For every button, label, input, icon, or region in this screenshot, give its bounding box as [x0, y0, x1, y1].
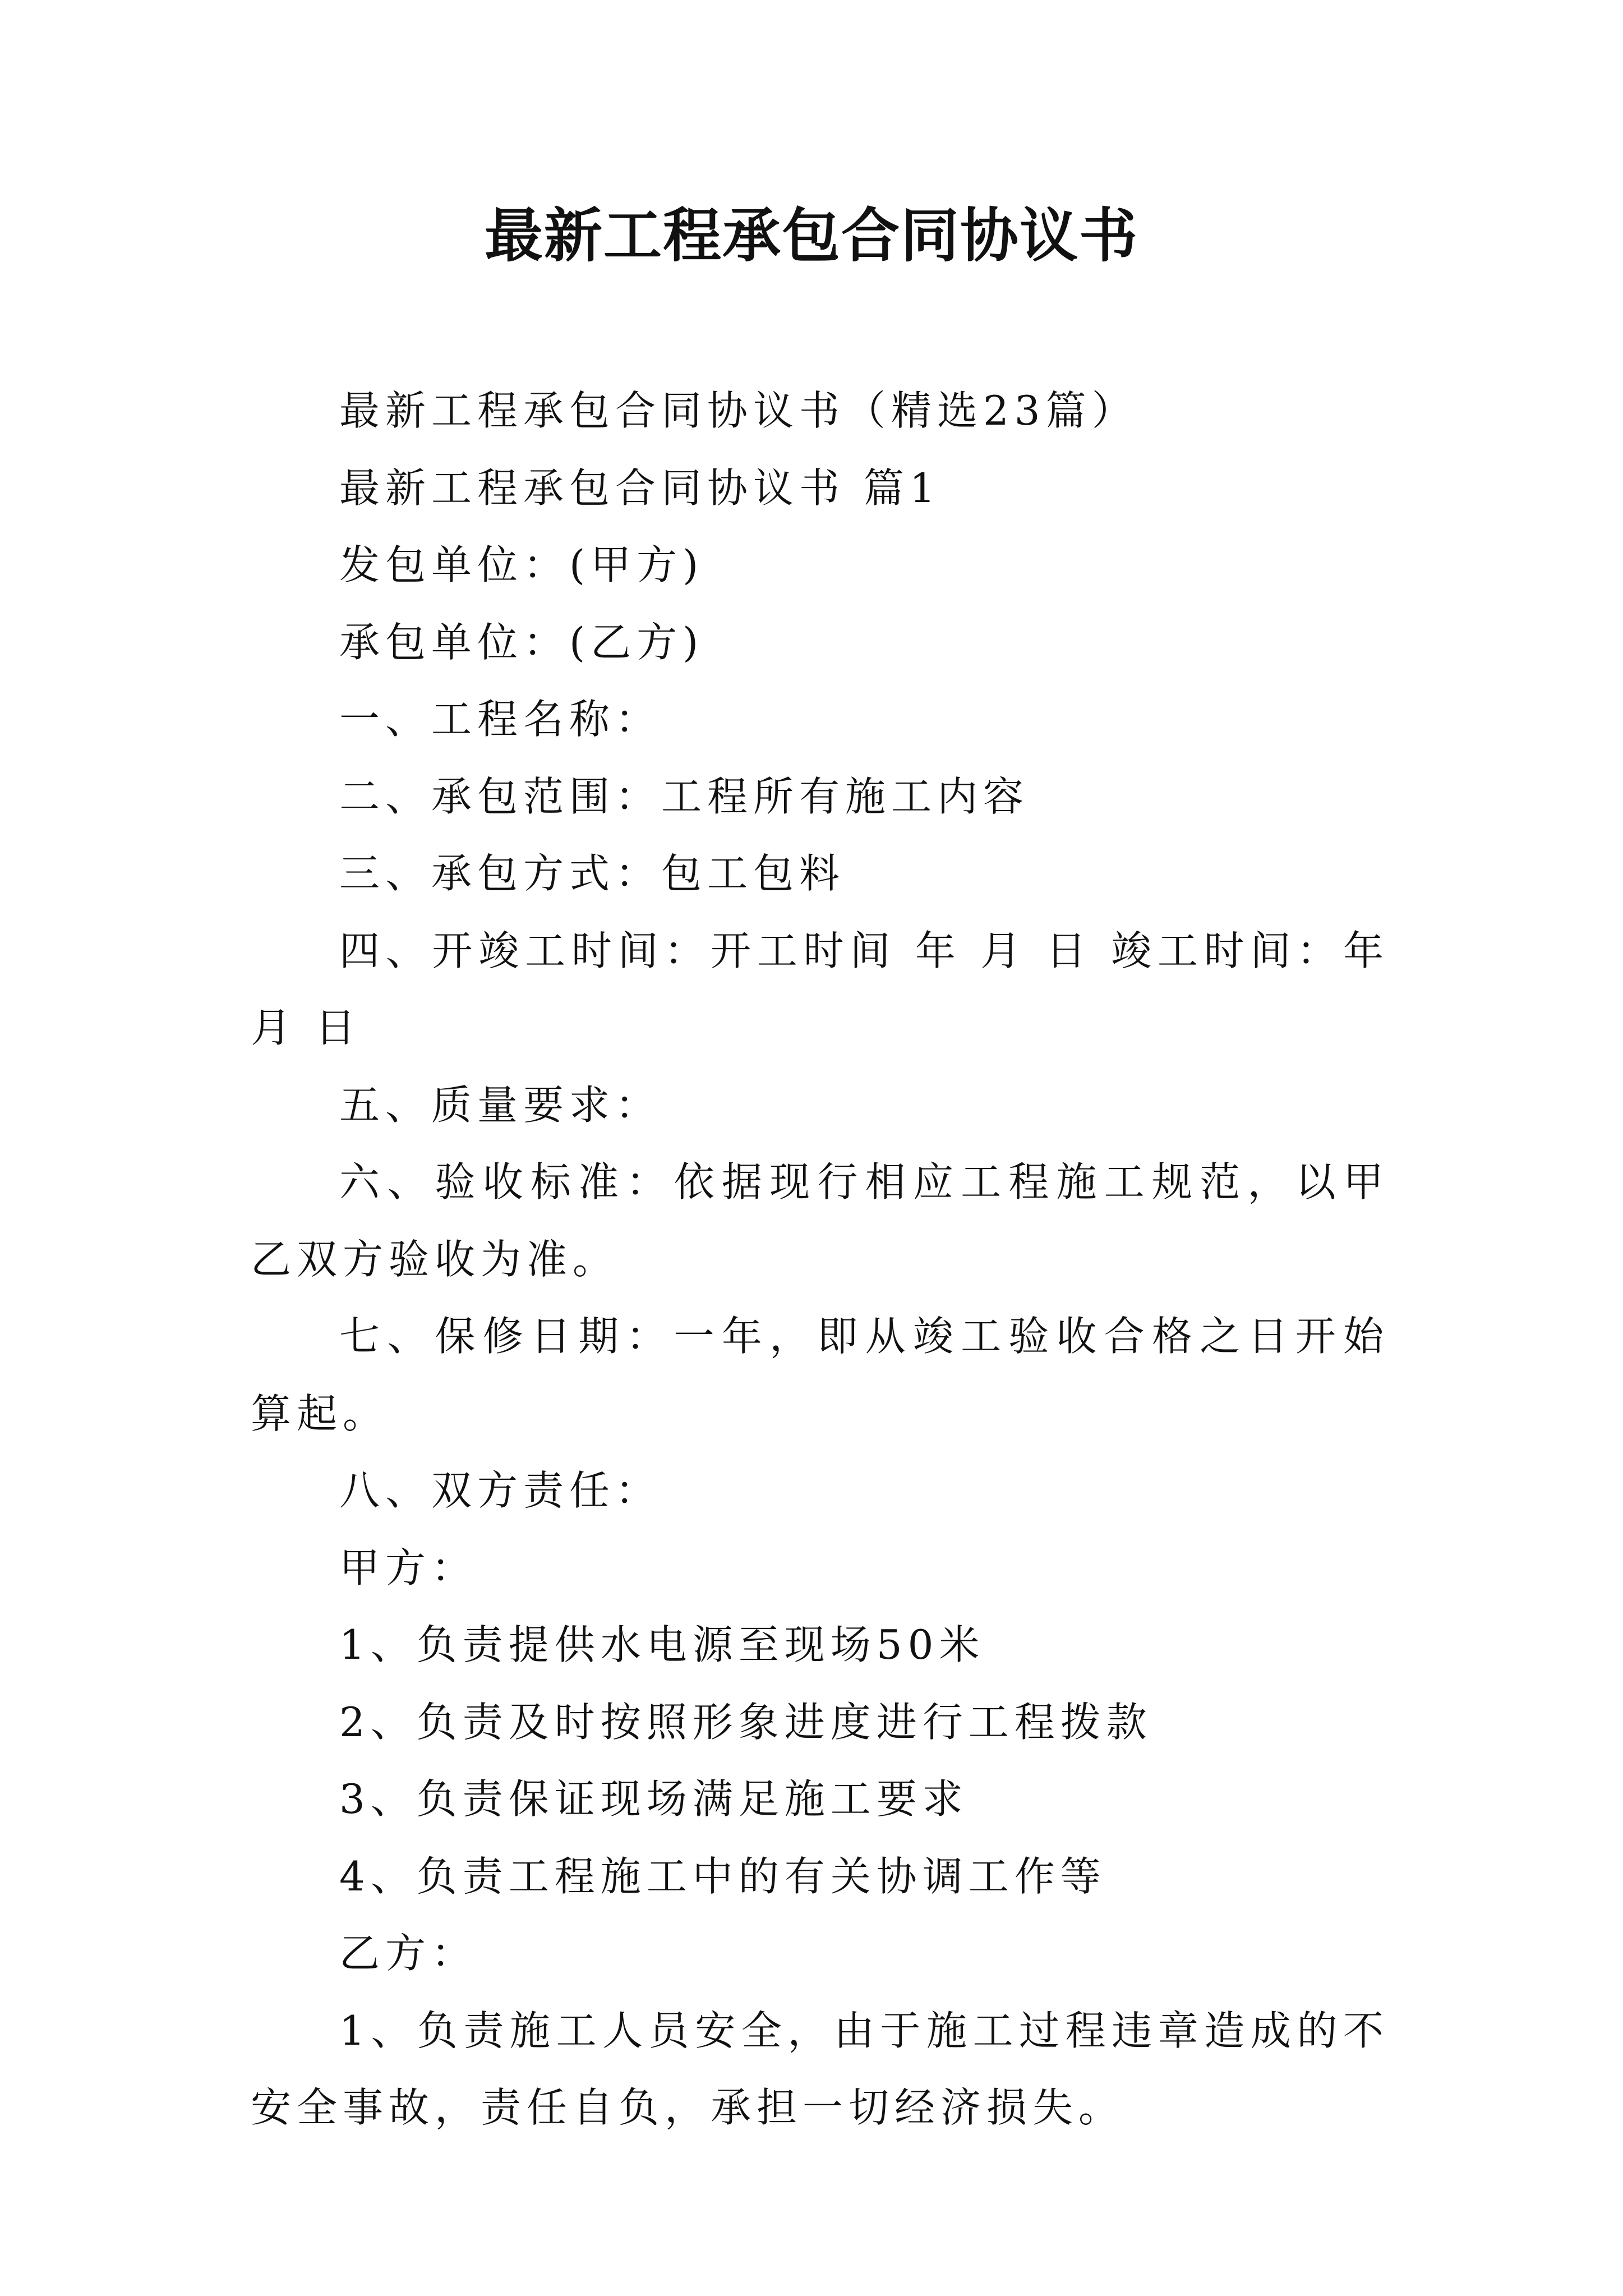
document-title: 最新工程承包合同协议书: [484, 201, 1138, 270]
paragraph-scope: 二、承包范围：工程所有施工内容: [339, 772, 1030, 820]
paragraph-party-a-item-1: 1、负责提供水电源至现场50米: [339, 1621, 985, 1668]
paragraph-acceptance: 六、验收标准：依据现行相应工程施工规范，以甲乙双方验收为准。: [251, 1158, 1389, 1283]
paragraph-party-b-item-1: 1、负责施工人员安全，由于施工过程违章造成的不安全事故，责任自负，承担一切经济损失。: [251, 2007, 1389, 2131]
paragraph-subtitle: 最新工程承包合同协议书（精选23篇）: [339, 387, 1138, 434]
paragraph-party-b: 乙方：: [339, 1930, 478, 1977]
paragraph-party-a-item-3: 3、负责保证现场满足施工要求: [339, 1775, 969, 1823]
paragraph-warranty: 七、保修日期：一年，即从竣工验收合格之日开始算起。: [251, 1313, 1389, 1437]
paragraph-party-a: 甲方：: [339, 1544, 478, 1591]
paragraph-method: 三、承包方式：包工包料: [339, 850, 846, 897]
paragraph-project-name: 一、工程名称：: [339, 696, 662, 743]
paragraph-party-a-item-4: 4、负责工程施工中的有关协调工作等: [339, 1852, 1106, 1900]
paragraph-section-heading: 最新工程承包合同协议书 篇1: [339, 464, 941, 512]
paragraph-party-a-item-2: 2、负责及时按照形象进度进行工程拨款: [339, 1698, 1152, 1746]
paragraph-quality: 五、质量要求：: [339, 1081, 662, 1129]
paragraph-contractor: 承包单位：(乙方): [339, 618, 704, 666]
document-body: [251, 372, 1408, 2147]
paragraph-responsibilities: 八、双方责任：: [339, 1467, 662, 1514]
paragraph-employer: 发包单位：(甲方): [339, 541, 704, 588]
paragraph-schedule: 四、开竣工时间：开工时间 年 月 日 竣工时间：年 月 日: [251, 927, 1408, 1051]
